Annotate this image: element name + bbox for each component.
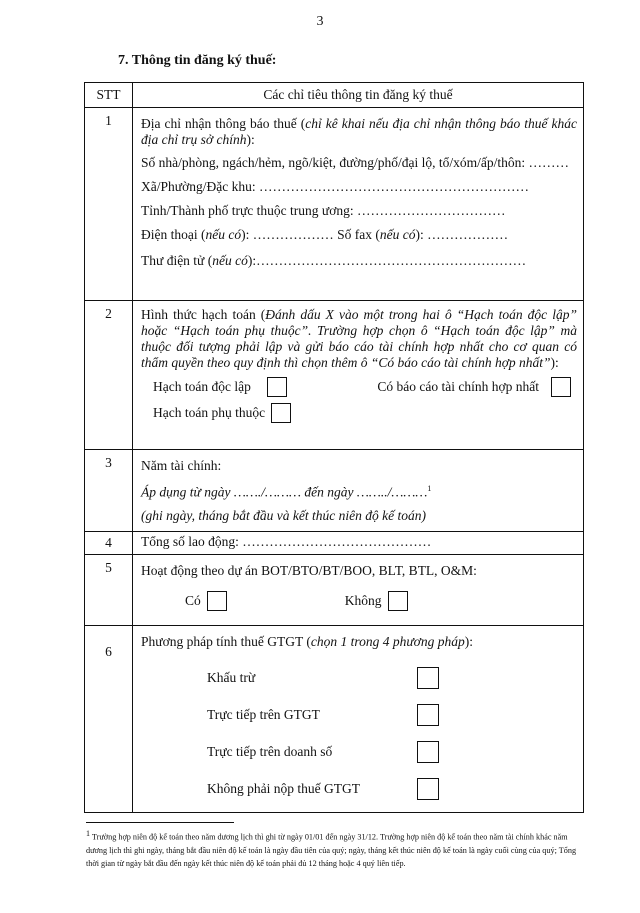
fiscal-year-label: Năm tài chính: <box>141 458 222 473</box>
email-field[interactable]: Thư điện tử (nếu có):…………………………………………………… <box>141 253 527 268</box>
phone-fax-field[interactable]: Điện thoại (nếu có): ……………… Số fax (nếu có): ……………… <box>141 227 509 242</box>
vat-deduction-checkbox[interactable] <box>417 667 439 689</box>
option-dependent: Hạch toán phụ thuộc <box>153 403 577 423</box>
street-field[interactable]: Số nhà/phòng, ngách/hẻm, ngõ/kiệt, đường/phố/đại lộ, tổ/xóm/ấp/thôn: ……… <box>141 155 570 170</box>
table-row <box>85 554 584 625</box>
footnote <box>86 827 586 870</box>
fiscal-year-note: (ghi ngày, tháng bắt đầu và kết thúc niên độ kế toán) <box>141 507 426 523</box>
option-consolidated: Có báo cáo tài chính hợp nhất <box>377 377 571 397</box>
province-field[interactable]: Tỉnh/Thành phố trực thuộc trung ương: …………………………… <box>141 203 506 218</box>
footnote-ref: 1 <box>427 484 432 493</box>
tax-registration-table <box>84 82 584 813</box>
vat-option: Trực tiếp trên GTGT <box>141 697 577 734</box>
row-content <box>133 450 584 532</box>
table-row <box>85 301 584 450</box>
vat-exempt-checkbox[interactable] <box>417 778 439 800</box>
table-row <box>85 625 584 812</box>
no-checkbox[interactable] <box>388 591 408 611</box>
row-number: 3 <box>85 450 133 532</box>
vat-direct-revenue-checkbox[interactable] <box>417 741 439 763</box>
section-title: 7. Thông tin đăng ký thuế: <box>118 53 277 68</box>
yes-checkbox[interactable] <box>207 591 227 611</box>
vat-option: Trực tiếp trên doanh số <box>141 734 577 771</box>
row-number: 1 <box>85 108 133 301</box>
option-independent: Hạch toán độc lập <box>153 377 287 397</box>
row-content <box>133 301 584 450</box>
address-heading: Địa chỉ nhận thông báo thuế (chỉ kê khai nếu địa chỉ nhận thông báo thuế khác địa chỉ trụ sở chính): <box>141 116 577 147</box>
fiscal-year-range[interactable]: Áp dụng từ ngày ……./……… đến ngày ……../………$^1$ <box>141 484 432 500</box>
row-number: 6 <box>85 625 133 812</box>
vat-direct-gtgt-checkbox[interactable] <box>417 704 439 726</box>
employees-field[interactable]: Tổng số lao động: …………………………………… <box>133 531 584 554</box>
vat-options <box>141 660 577 808</box>
row-content <box>133 108 584 301</box>
footnote-text: Trường hợp niên độ kế toán theo năm dương lịch thì ghi từ ngày 01/01 đến ngày 31/12. Trường hợp niên độ kế toán theo năm tài chính khác năm dương lịch thì ghi ngày, tháng bắt đầu niên độ kế toán là ngày đầu tiên của quý; ngày, tháng kết thúc niên độ kế toán là ngày cuối cùng của quý; Tổng thời gian từ ngày bắt đầu đến ngày kết thúc niên độ kế toán phải đủ 12 tháng hoặc 4 quý liên tiếp. <box>86 832 577 868</box>
page-number: 3 <box>316 14 324 29</box>
consolidated-checkbox[interactable] <box>551 377 571 397</box>
dependent-checkbox[interactable] <box>271 403 291 423</box>
independent-checkbox[interactable] <box>267 377 287 397</box>
vat-method-label: Phương pháp tính thuế GTGT (chọn 1 trong 4 phương pháp): <box>141 633 474 649</box>
row-number: 5 <box>85 554 133 625</box>
vat-option: Không phải nộp thuế GTGT <box>141 771 577 808</box>
row-content <box>133 554 584 625</box>
footnote-divider <box>86 822 234 823</box>
option-yes: Có <box>185 591 227 611</box>
table-row <box>85 450 584 532</box>
footnote-mark: 1 <box>86 829 90 838</box>
project-label: Hoạt động theo dự án BOT/BTO/BT/BOO, BLT, BTL, O&M: <box>141 562 477 578</box>
table-header <box>85 83 584 108</box>
header-stt: STT <box>85 83 133 108</box>
table-row <box>85 108 584 301</box>
ward-field[interactable]: Xã/Phường/Đặc khu: …………………………………………………… <box>141 179 529 194</box>
vat-option: Khấu trừ <box>141 660 577 697</box>
header-content: Các chỉ tiêu thông tin đăng ký thuế <box>133 83 584 108</box>
accounting-heading: Hình thức hạch toán (Đánh dấu X vào một trong hai ô “Hạch toán độc lập” hoặc “Hạch toán phụ thuộc”. Trường hợp chọn ô “Hạch toán độc lập” mà thuộc đối tượng phải lập và gửi báo cáo tài chính hợp nhất cho cơ quan có thẩm quyền theo quy định thì chọn thêm ô “Có báo cáo tài chính hợp nhất”): <box>141 307 577 370</box>
row-content <box>133 625 584 812</box>
table-row <box>85 531 584 554</box>
option-no: Không <box>345 591 408 611</box>
row-number: 4 <box>85 531 133 554</box>
row-number: 2 <box>85 301 133 450</box>
